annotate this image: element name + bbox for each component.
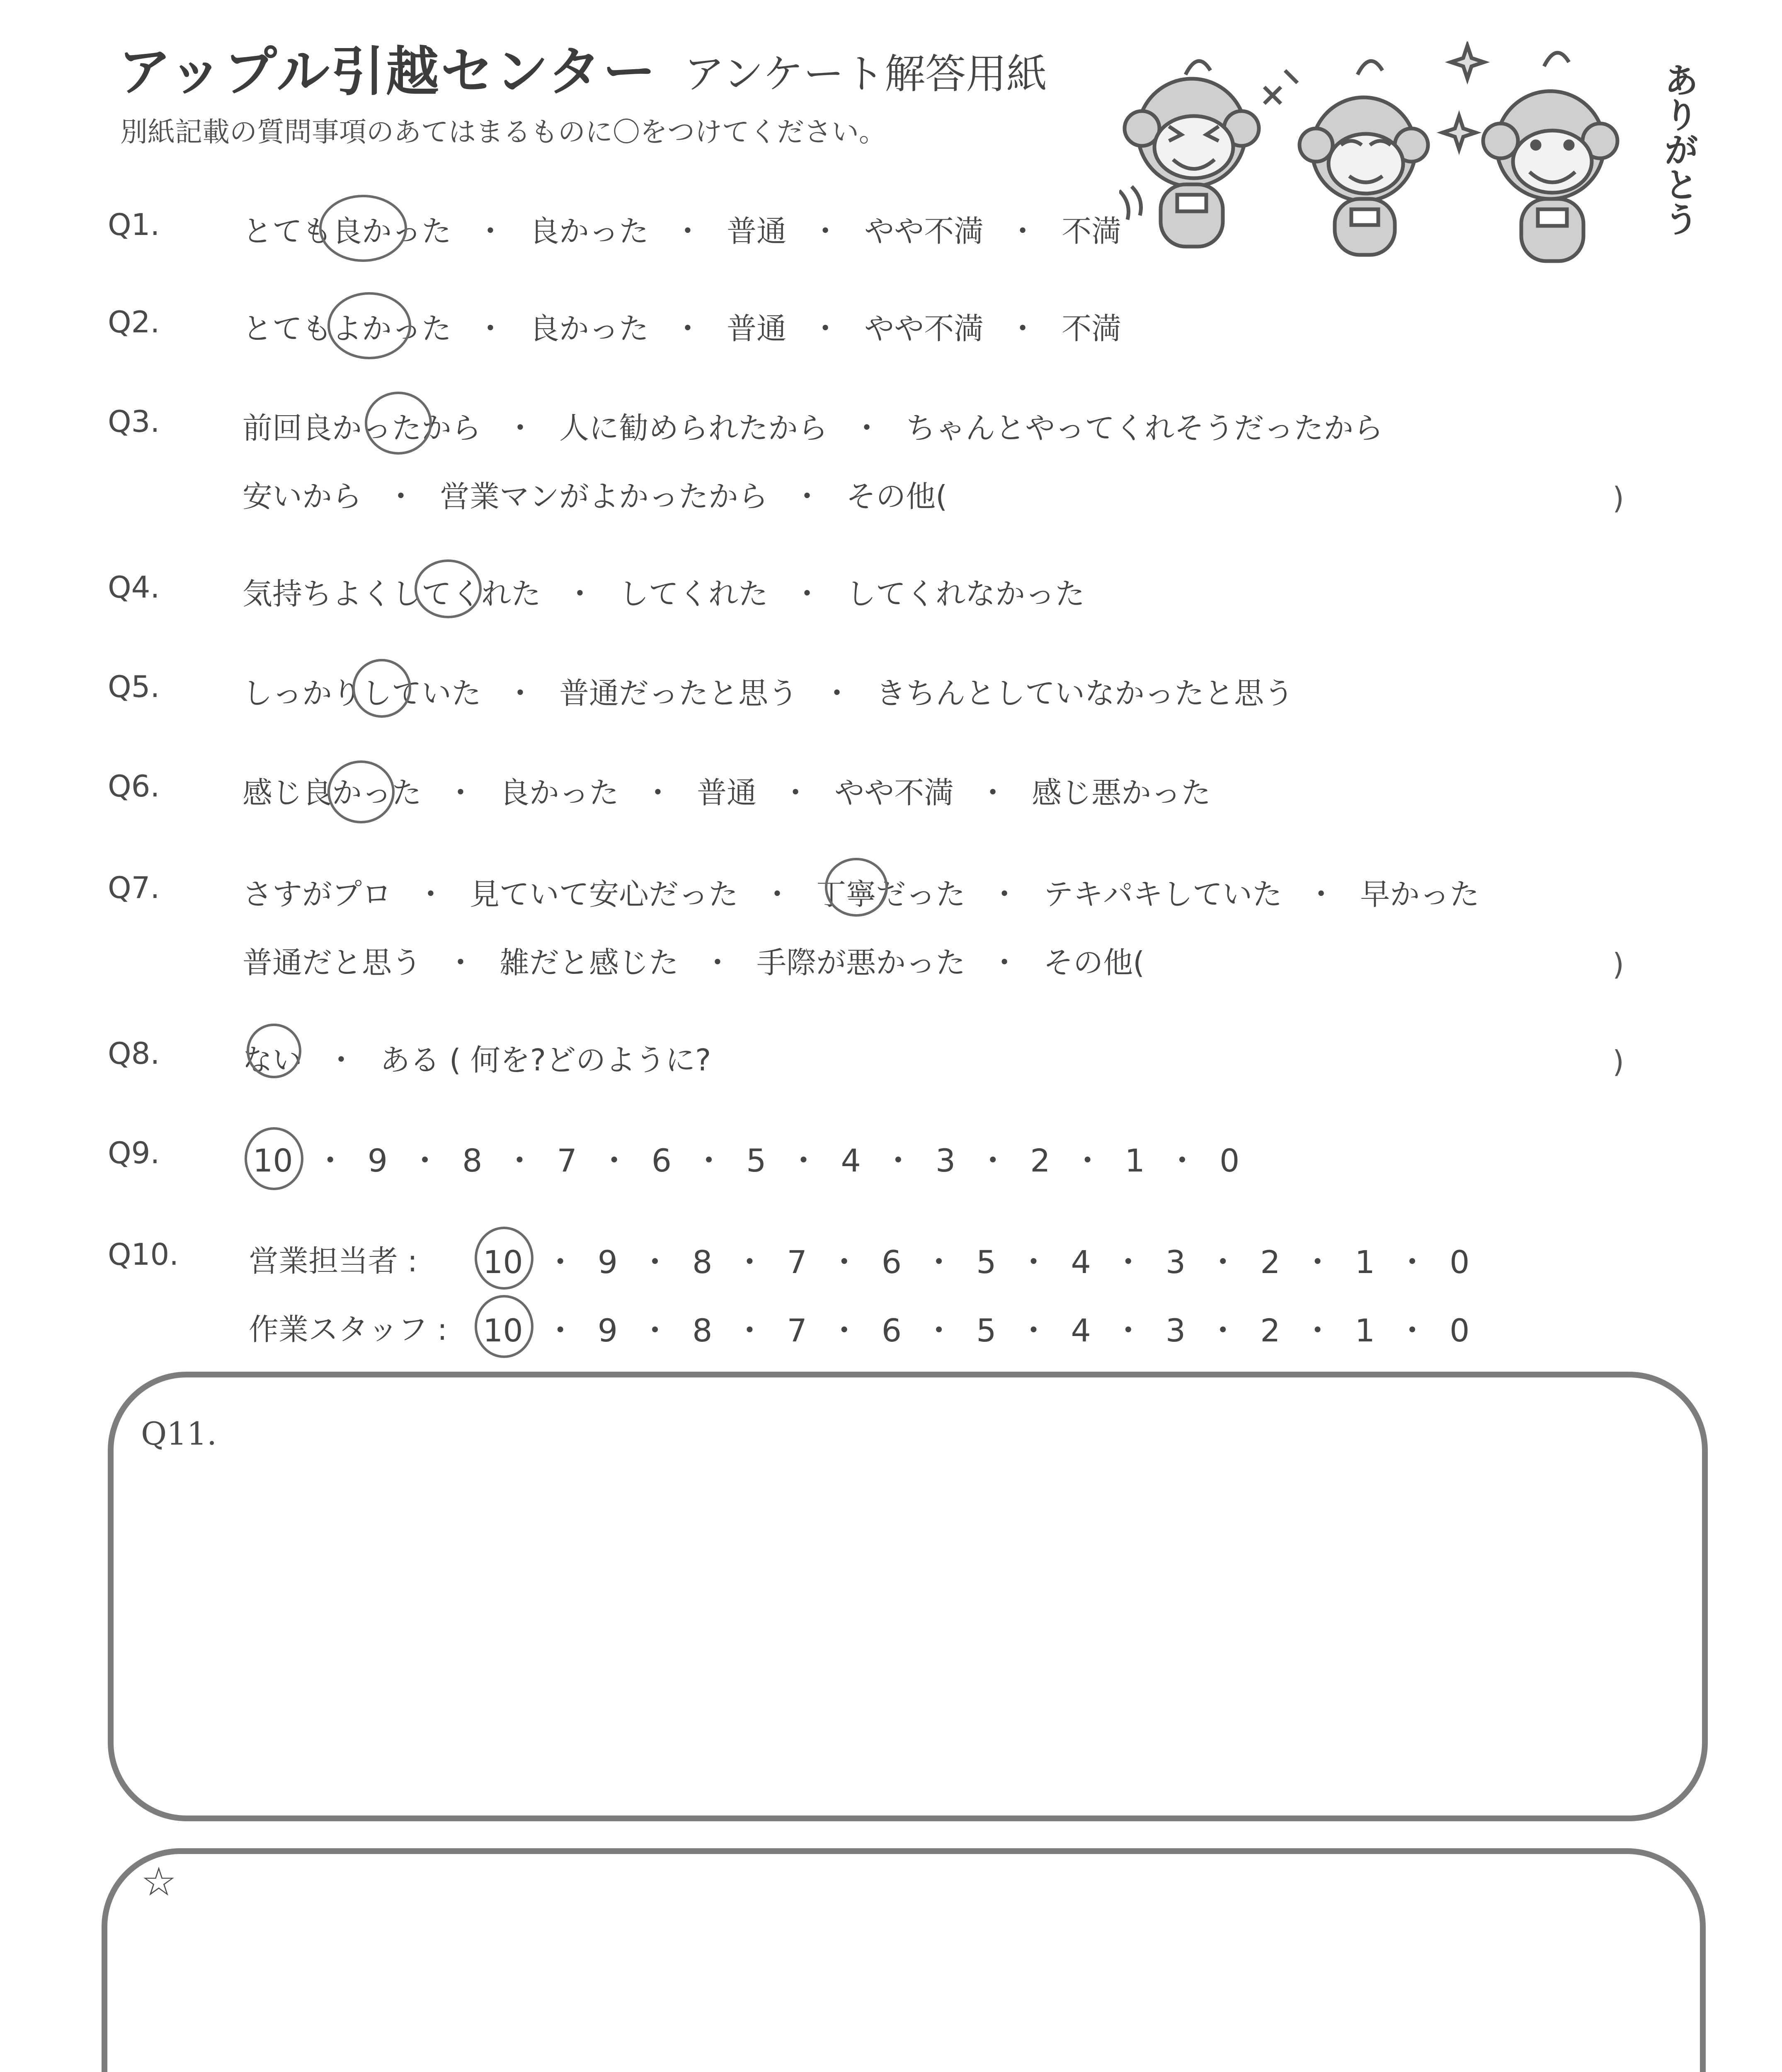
- q10-staff-score-2[interactable]: 2: [1260, 1312, 1280, 1349]
- separator: ・: [505, 411, 536, 445]
- q7-option-1[interactable]: さすがプロ: [242, 877, 392, 912]
- q1-option-1[interactable]: とても良かった: [242, 214, 452, 249]
- q10-staff-score-3[interactable]: 3: [1165, 1312, 1186, 1349]
- q10-sales-score-3[interactable]: 3: [1165, 1244, 1186, 1280]
- q3-option-3[interactable]: ちゃんとやってくれそうだったから: [906, 411, 1384, 445]
- q10-sales-score-5[interactable]: 5: [976, 1244, 996, 1280]
- q10-sales-score-1[interactable]: 1: [1355, 1244, 1375, 1280]
- q9-score-1[interactable]: 1: [1125, 1142, 1145, 1179]
- q3-option-4[interactable]: 安いから: [242, 479, 362, 514]
- q9-score-8[interactable]: 8: [462, 1142, 482, 1179]
- q8-option-2[interactable]: ある ( 何を?どのように?: [380, 1043, 711, 1077]
- separator: ・: [1018, 1312, 1050, 1349]
- answer-circle-mark: [475, 1295, 533, 1358]
- answer-circle-mark: [825, 858, 888, 917]
- q9-score-3[interactable]: 3: [935, 1142, 956, 1179]
- separator: ・: [475, 311, 506, 346]
- separator: ・: [505, 676, 536, 711]
- separator: ・: [639, 1312, 671, 1349]
- q9-score-5[interactable]: 5: [746, 1142, 766, 1179]
- separator: ・: [923, 1312, 955, 1349]
- separator: ・: [810, 214, 841, 249]
- separator: ・: [1008, 214, 1038, 249]
- separator: ・: [639, 1244, 671, 1280]
- q10-sales-score-2[interactable]: 2: [1260, 1244, 1280, 1280]
- q4-option-3[interactable]: してくれなかった: [846, 576, 1085, 611]
- q10-label: Q10.: [108, 1237, 179, 1272]
- q10-staff-score-8[interactable]: 8: [692, 1312, 713, 1349]
- monkey-mascot-right: [1443, 46, 1617, 261]
- q3-close-paren: ): [1612, 481, 1624, 516]
- answer-circle-mark: [365, 392, 432, 455]
- separator: ・: [544, 1244, 576, 1280]
- q8-option-1[interactable]: ない: [242, 1043, 303, 1077]
- q7-option-8[interactable]: 手際が悪かった: [756, 945, 966, 980]
- separator: ・: [792, 479, 822, 514]
- separator: ・: [978, 775, 1008, 810]
- q2-label: Q2.: [108, 305, 160, 339]
- q10-sales-score-8[interactable]: 8: [692, 1244, 713, 1280]
- q7-options-line2: [242, 939, 1144, 982]
- separator: ・: [882, 1142, 914, 1179]
- q2-option-5[interactable]: 不満: [1062, 311, 1122, 346]
- q3-option-5[interactable]: 営業マンがよかったから: [440, 479, 769, 514]
- q4-option-2[interactable]: してくれた: [619, 576, 769, 611]
- q9-score-7[interactable]: 7: [557, 1142, 577, 1179]
- q7-option-2[interactable]: 見ていて安心だった: [470, 877, 739, 912]
- separator: ・: [1112, 1244, 1144, 1280]
- answer-circle-mark: [245, 1127, 303, 1190]
- instructions-text: 別紙記載の質問事項のあてはまるものに〇をつけてください。: [120, 116, 886, 148]
- q11-comment-box[interactable]: [108, 1372, 1708, 1821]
- separator: ・: [326, 1043, 356, 1077]
- separator: ・: [977, 1142, 1009, 1179]
- star-comment-box[interactable]: [102, 1848, 1706, 2072]
- separator: ・: [475, 214, 506, 249]
- q9-scale: [253, 1135, 1239, 1181]
- q3-option-1[interactable]: 前回良かったから: [242, 411, 482, 445]
- separator: ・: [1396, 1312, 1428, 1349]
- q3-label: Q3.: [108, 404, 160, 439]
- q6-option-2[interactable]: 良かった: [499, 775, 619, 810]
- answer-circle-mark: [415, 559, 482, 618]
- q7-label: Q7.: [108, 870, 160, 905]
- q5-option-3[interactable]: きちんとしていなかったと思う: [876, 676, 1294, 711]
- separator: ・: [386, 479, 416, 514]
- q9-score-6[interactable]: 6: [651, 1142, 672, 1179]
- q8-label: Q8.: [108, 1036, 160, 1071]
- separator: ・: [762, 877, 793, 912]
- q4-options: [242, 570, 1085, 613]
- company-title: アップル引越センター: [118, 41, 657, 103]
- separator: ・: [828, 1312, 860, 1349]
- separator: ・: [1112, 1312, 1144, 1349]
- separator: ・: [446, 775, 476, 810]
- separator: ・: [544, 1312, 576, 1349]
- q10-sales-score-10[interactable]: 10: [483, 1244, 523, 1280]
- separator: ・: [1008, 311, 1038, 346]
- separator: ・: [565, 576, 595, 611]
- q6-label: Q6.: [108, 769, 160, 804]
- q10-sales-score-0[interactable]: 0: [1449, 1244, 1470, 1280]
- separator: ・: [314, 1142, 346, 1179]
- separator: ・: [703, 945, 733, 980]
- q11-label: Q11.: [141, 1415, 217, 1452]
- q7-option-9[interactable]: その他(: [1043, 945, 1145, 980]
- q7-option-5[interactable]: 早かった: [1360, 877, 1480, 912]
- q9-score-9[interactable]: 9: [367, 1142, 388, 1179]
- separator: ・: [1166, 1142, 1198, 1179]
- answer-circle-mark: [327, 292, 411, 359]
- q10-sales-label: 営業担当者 :: [249, 1244, 418, 1278]
- q10-staff-score-5[interactable]: 5: [976, 1312, 996, 1349]
- separator: ・: [781, 775, 811, 810]
- separator: ・: [643, 775, 673, 810]
- q2-option-4[interactable]: やや不満: [864, 311, 984, 346]
- thank-you-text: ありがとう: [1658, 62, 1699, 236]
- separator: ・: [852, 411, 882, 445]
- form-subtitle: アンケート解答用紙: [684, 51, 1047, 98]
- q10-sales-score-4[interactable]: 4: [1071, 1244, 1091, 1280]
- q8-options: [242, 1036, 711, 1079]
- separator: ・: [734, 1312, 766, 1349]
- q7-option-3[interactable]: 丁寧だった: [816, 877, 966, 912]
- q3-option-6[interactable]: その他(: [846, 479, 948, 514]
- q4-option-1[interactable]: 気持ちよくしてくれた: [242, 576, 541, 611]
- q10-staff-score-1[interactable]: 1: [1355, 1312, 1375, 1349]
- q9-score-2[interactable]: 2: [1030, 1142, 1050, 1179]
- q5-label: Q5.: [108, 669, 160, 704]
- q10-sales-score-7[interactable]: 7: [787, 1244, 807, 1280]
- q1-option-2[interactable]: 良かった: [529, 214, 649, 249]
- q9-score-10[interactable]: 10: [253, 1142, 293, 1179]
- monkey-mascot-middle: [1264, 61, 1428, 255]
- separator: ・: [1302, 1312, 1333, 1349]
- separator: ・: [673, 311, 703, 346]
- q2-option-1[interactable]: とてもよかった: [242, 311, 452, 346]
- separator: ・: [1207, 1244, 1239, 1280]
- q1-label: Q1.: [108, 207, 160, 242]
- answer-circle-mark: [247, 1024, 301, 1078]
- separator: ・: [822, 676, 852, 711]
- q1-option-5[interactable]: 不満: [1062, 214, 1122, 249]
- q6-option-4[interactable]: やや不満: [834, 775, 954, 810]
- separator: ・: [1207, 1312, 1239, 1349]
- q7-option-6[interactable]: 普通だと思う: [242, 945, 422, 980]
- answer-circle-mark: [319, 195, 407, 262]
- q9-score-0[interactable]: 0: [1219, 1142, 1240, 1179]
- q5-option-2[interactable]: 普通だったと思う: [559, 676, 798, 711]
- separator: ・: [416, 877, 446, 912]
- q7-option-4[interactable]: テキパキしていた: [1043, 877, 1283, 912]
- q10-staff-scale: [483, 1305, 1469, 1351]
- q1-option-3[interactable]: 普通: [727, 214, 787, 249]
- separator: ・: [504, 1142, 536, 1179]
- q7-option-7[interactable]: 雑だと感じた: [499, 945, 679, 980]
- q10-sales-scale: [483, 1237, 1469, 1282]
- q3-options-line2: [242, 472, 947, 516]
- separator: ・: [792, 576, 822, 611]
- q2-option-2[interactable]: 良かった: [529, 311, 649, 346]
- q9-score-4[interactable]: 4: [841, 1142, 861, 1179]
- q10-staff-score-6[interactable]: 6: [881, 1312, 902, 1349]
- separator: ・: [446, 945, 476, 980]
- q10-staff-score-9[interactable]: 9: [597, 1312, 618, 1349]
- q10-staff-label: 作業スタッフ :: [249, 1312, 448, 1347]
- answer-circle-mark: [475, 1227, 533, 1290]
- separator: ・: [673, 214, 703, 249]
- separator: ・: [810, 311, 841, 346]
- q10-staff-score-7[interactable]: 7: [787, 1312, 807, 1349]
- q6-option-5[interactable]: 感じ悪かった: [1032, 775, 1211, 810]
- separator: ・: [1302, 1244, 1333, 1280]
- q10-sales-score-9[interactable]: 9: [597, 1244, 618, 1280]
- separator: ・: [1306, 877, 1336, 912]
- q1-option-4[interactable]: やや不満: [864, 214, 984, 249]
- q10-staff-score-4[interactable]: 4: [1071, 1312, 1091, 1349]
- monkey-mascot-left: [1119, 61, 1259, 247]
- q2-option-3[interactable]: 普通: [727, 311, 787, 346]
- separator: ・: [989, 877, 1020, 912]
- separator: ・: [1018, 1244, 1050, 1280]
- separator: ・: [734, 1244, 766, 1280]
- separator: ・: [1396, 1244, 1428, 1280]
- q5-option-1[interactable]: しっかりしていた: [242, 676, 482, 711]
- separator: ・: [828, 1244, 860, 1280]
- separator: ・: [693, 1142, 725, 1179]
- q10-sales-score-6[interactable]: 6: [881, 1244, 902, 1280]
- q6-option-3[interactable]: 普通: [697, 775, 757, 810]
- q10-staff-score-10[interactable]: 10: [483, 1312, 523, 1349]
- q10-staff-score-0[interactable]: 0: [1449, 1312, 1470, 1349]
- separator: ・: [409, 1142, 441, 1179]
- monkey-mascots-illustration: [1119, 41, 1679, 274]
- separator: ・: [598, 1142, 630, 1179]
- q3-option-2[interactable]: 人に勧められたから: [559, 411, 828, 445]
- q4-label: Q4.: [108, 570, 160, 605]
- separator: ・: [788, 1142, 819, 1179]
- separator: ・: [1072, 1142, 1103, 1179]
- separator: ・: [923, 1244, 955, 1280]
- answer-circle-mark: [352, 659, 411, 718]
- q6-option-1[interactable]: 感じ良かった: [242, 775, 422, 810]
- q8-close-paren: ): [1612, 1044, 1624, 1079]
- separator: ・: [989, 945, 1020, 980]
- answer-circle-mark: [327, 760, 395, 823]
- q9-label: Q9.: [108, 1135, 160, 1170]
- q7-close-paren: ): [1612, 947, 1624, 982]
- star-icon: ☆: [141, 1859, 177, 1905]
